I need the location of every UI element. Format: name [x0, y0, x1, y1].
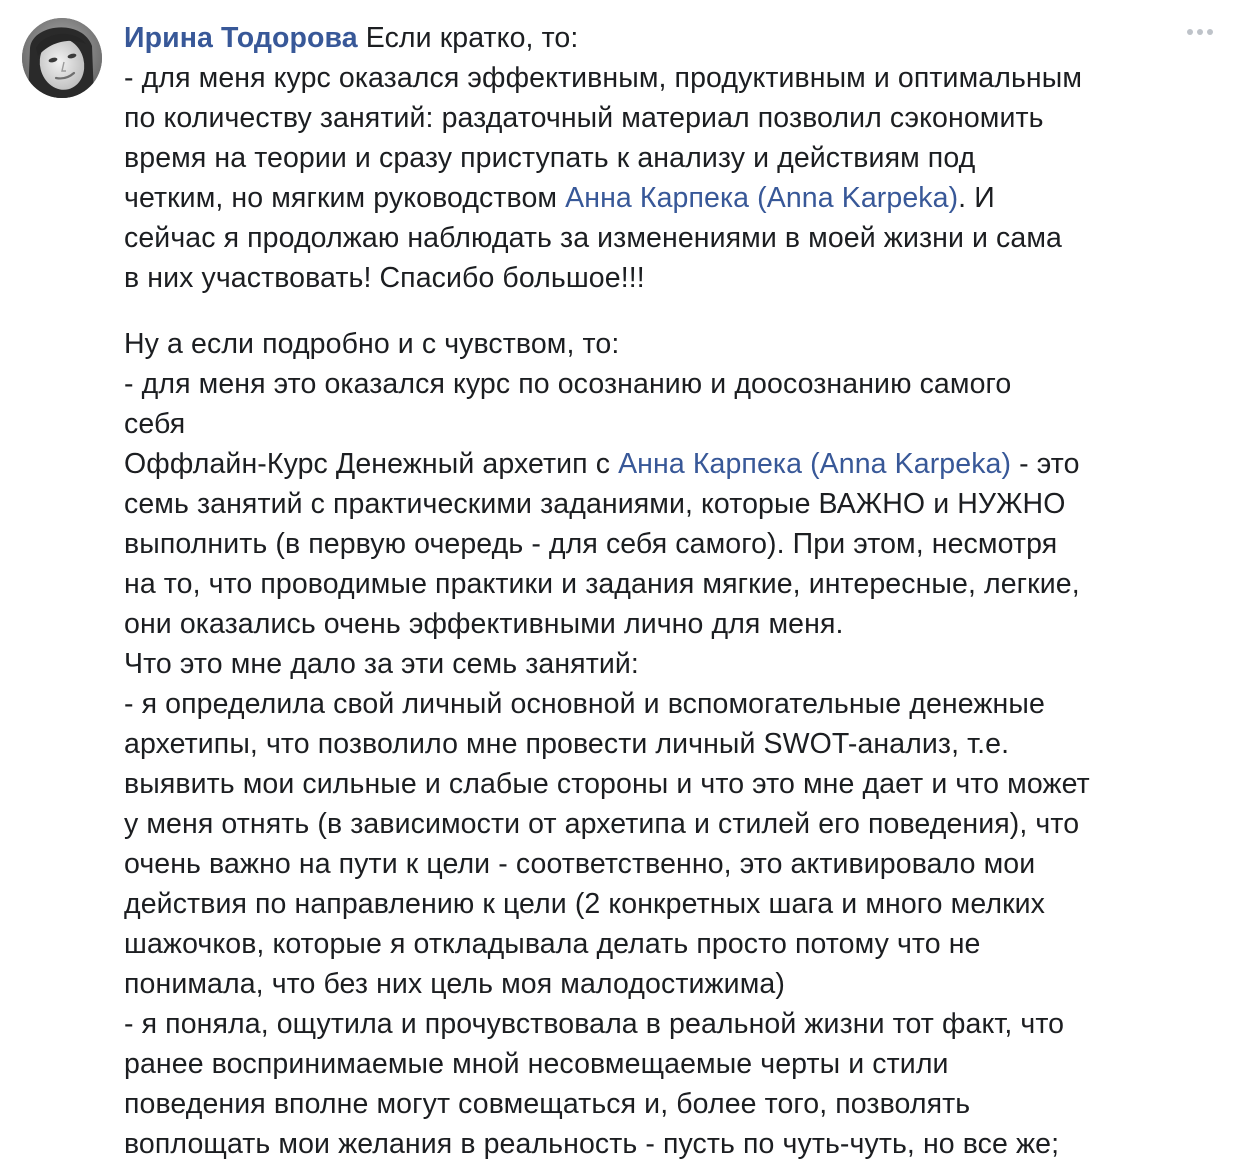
comment-text: четким, но мягким руководством	[124, 182, 566, 214]
comment-text-line: в них участвовать! Спасибо большое!!!	[124, 262, 645, 294]
comment-text-line: сейчас я продолжаю наблюдать за изменениями в моей жизни и сама	[124, 222, 1063, 254]
comment-text-line: понимала, что без них цель моя малодостижима)	[124, 968, 785, 1000]
comment-text-line: выполнить (в первую очередь - для себя самого). При этом, несмотря	[124, 528, 1058, 560]
mention-link[interactable]: Анна Карпека (Anna Karpeka)	[618, 448, 1012, 480]
comment-text: - это	[1011, 448, 1080, 480]
comment-text: Оффлайн-Курс Денежный архетип с	[124, 448, 619, 480]
comment-text-line: семь занятий с практическими заданиями, которые ВАЖНО и НУЖНО	[124, 488, 1066, 520]
comment-text-line	[124, 444, 1204, 484]
comment-text-line: воплощать мои желания в реальность - пусть по чуть-чуть, но все же;	[124, 1128, 1060, 1160]
mention-link[interactable]: Анна Карпека (Anna Karpeka)	[565, 182, 959, 214]
author-name-link[interactable]: Ирина Тодорова	[124, 22, 358, 54]
comment-text-line: - я поняла, ощутила и прочувствовала в реальной жизни тот факт, что	[124, 1008, 1065, 1040]
comment-text-line: - я определила свой личный основной и вспомогательные денежные	[124, 688, 1045, 720]
comment-body	[124, 18, 1204, 1164]
comment-text-line: действия по направлению к цели (2 конкретных шага и много мелких	[124, 888, 1046, 920]
comment-text-line: - для меня это оказался курс по осознанию и доосознанию самого	[124, 368, 1012, 400]
comment-text: Если кратко, то:	[357, 22, 579, 54]
comment-text-line: поведения вполне могут совмещаться и, более того, позволять	[124, 1088, 971, 1120]
comment-text-line: время на теории и сразу приступать к анализу и действиям под	[124, 142, 976, 174]
avatar-photo	[22, 18, 102, 98]
comment-text-line: очень важно на пути к цели - соответственно, это активировало мои	[124, 848, 1036, 880]
comment-text-line: выявить мои сильные и слабые стороны и что это мне дает и что может	[124, 768, 1090, 800]
comment-header-line	[124, 18, 1204, 58]
comment-text-line: Ну а если подробно и с чувством, то:	[124, 328, 620, 360]
comment-text-line: ранее воспринимаемые мной несовмещаемые черты и стили	[124, 1048, 949, 1080]
comment-text-line: у меня отнять (в зависимости от архетипа и стилей его поведения), что	[124, 808, 1080, 840]
paragraph-gap	[124, 298, 1204, 324]
comment-text-line: себя	[124, 408, 186, 440]
comment-text: . И	[958, 182, 995, 214]
comment-text-line: - для меня курс оказался эффективным, продуктивным и оптимальным	[124, 62, 1083, 94]
comment-text-line: по количеству занятий: раздаточный материал позволил сэкономить	[124, 102, 1044, 134]
avatar[interactable]	[22, 18, 102, 98]
comment-text-line	[124, 178, 1204, 218]
comment-text-line: архетипы, что позволило мне провести личный SWOT-анализ, т.е.	[124, 728, 1010, 760]
comment-text-line: шажочков, которые я откладывала делать просто потому что не	[124, 928, 981, 960]
comment-text-line: Что это мне дало за эти семь занятий:	[124, 648, 639, 680]
more-dot	[1207, 29, 1213, 35]
comment-text-line: они оказались очень эффективными лично для меня.	[124, 608, 844, 640]
comment-text-line: на то, что проводимые практики и задания мягкие, интересные, легкие,	[124, 568, 1080, 600]
